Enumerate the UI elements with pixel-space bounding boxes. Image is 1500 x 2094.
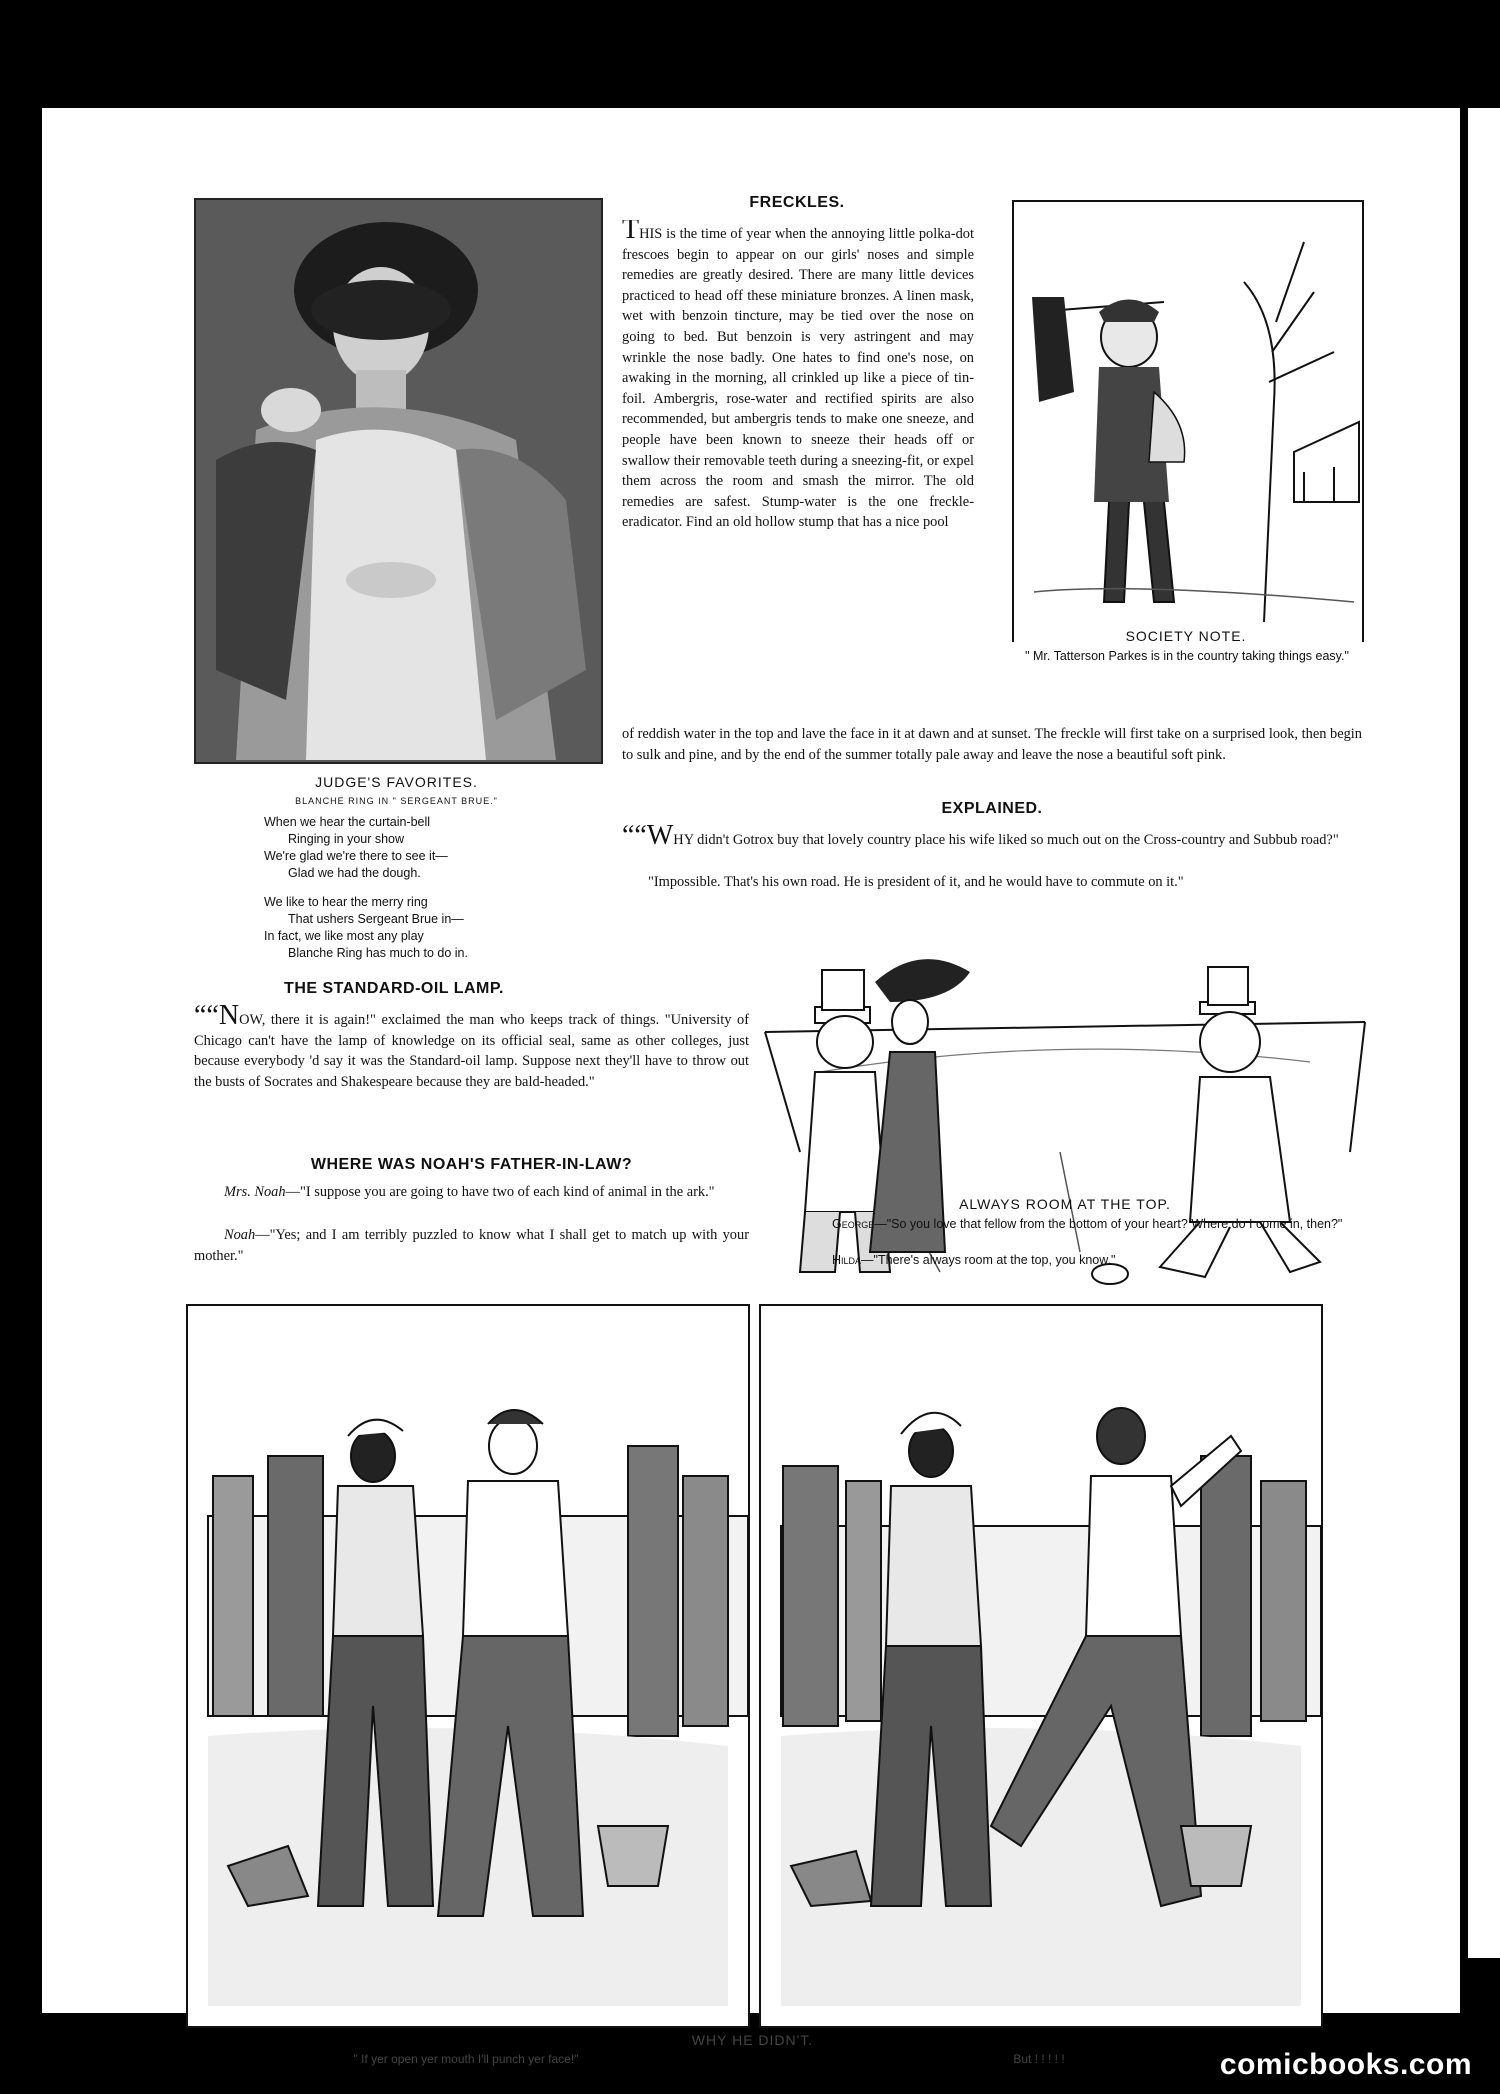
poem-line: We're glad we're there to see it—	[264, 849, 448, 863]
noah-line2	[194, 1225, 749, 1266]
hilda-line: —"There's always room at the top, you know."	[861, 1253, 1116, 1267]
lamp-body: OW, there it is again!" exclaimed the man who keeps track of things. "University of Chicago can't have the lamp of knowledge on its official seal, same as other colleges, just because everybody 'd say it was the Standard-oil lamp. Suppose next they'll have to throw out the busts of Socrates and Shakespeare because they are bald-headed."	[194, 1012, 749, 1090]
freckles-dropcap: T	[622, 220, 640, 245]
speaker-george: George	[832, 1217, 875, 1231]
society-title: SOCIETY NOTE.	[1125, 628, 1247, 644]
speaker-noah: Noah	[224, 1227, 256, 1243]
photo-title: JUDGE'S FAVORITES.	[315, 774, 478, 790]
always-room-cartoon	[760, 912, 1370, 1310]
photo-subtitle: BLANCHE RING IN " SERGEANT BRUE."	[295, 796, 498, 806]
strip-caption-left: " If yer open yer mouth I'll punch yer face!"	[353, 2052, 579, 2066]
punch-scene-illustration	[761, 1306, 1321, 2026]
explained-line2: "Impossible. That's his own road. He is president of it, and he would have to commute on it."	[648, 874, 1184, 890]
society-note-cartoon	[1012, 200, 1364, 642]
poem-line: Blanche Ring has much to do in.	[288, 946, 468, 960]
portrait-photo	[194, 198, 603, 764]
freckles-title: FRECKLES.	[749, 194, 845, 211]
freckles-text-wide: of reddish water in the top and lave the face in it at dawn and at sunset. The freckle will first take on a surprised look, then begin to sulk and pine, and by the end of the summer totally pale away and leave the nose a beautiful soft pink.	[622, 726, 1362, 763]
poem-line: When we hear the curtain-bell	[264, 815, 431, 829]
lamp-text	[194, 1000, 749, 1092]
mrs-noah-line: —"I suppose you are going to have two of each kind of animal in the ark."	[285, 1184, 715, 1200]
poem-line: Ringing in your show	[288, 832, 405, 846]
noah-line1	[194, 1182, 749, 1203]
two-boys-fence-illustration	[188, 1306, 748, 2026]
noah-line: —"Yes; and I am terribly puzzled to know what I shall get to match up with your mother."	[194, 1227, 749, 1264]
strip-caption-right: But ! ! ! ! !	[1013, 2052, 1065, 2066]
portrait-illustration	[196, 200, 601, 762]
strip-title: WHY HE DIDN'T.	[691, 2032, 814, 2048]
explained-line1-text: HY didn't Gotrox buy that lovely country place his wife liked so much out on the Cross-country and Subbub road?"	[673, 832, 1339, 848]
man-hanging-laundry-illustration	[1014, 202, 1362, 642]
always-room-title: ALWAYS ROOM AT THE TOP.	[959, 1196, 1171, 1212]
speaker-mrs-noah: Mrs. Noah	[224, 1184, 286, 1200]
lamp-title: THE STANDARD-OIL LAMP.	[284, 980, 504, 997]
watermark-logo: comicbooks.com	[1219, 2048, 1472, 2081]
always-room-caption-george	[832, 1216, 1352, 1232]
society-caption: " Mr. Tatterson Parkes is in the country taking things easy."	[1025, 649, 1349, 663]
freckles-body: HIS is the time of year when the annoying little polka-dot frescoes begin to appear on our girls' noses and simple remedies are greatly desired. There are many little devices practiced to head off these miniature bronzes. A linen mask, wet with benzoin tincture, may be tied over the nose on going to bed. But benzoin is very astringent and may wrinkle the nose badly. One hates to find one's nose, on awaking in the morning, all crinkled up like a piece of tin-foil. Ambergris, rose-water and rectified spirits are also recommended, but ambergris tends to make one sneeze, and people have been known to sneeze their heads off or swallow their removable teeth during a sneezing-fit, or expel them across the room and smash the mirror. The old remedies are safest. Stump-water is the one freckle-eradicator. Find an old hollow stump that has a nice pool	[622, 226, 974, 531]
explained-line1	[622, 820, 1362, 851]
strip-panel-left	[186, 1304, 750, 2028]
always-room-caption-hilda	[832, 1252, 1352, 1268]
poem-line: In fact, we like most any play	[264, 929, 424, 943]
george-line: —"So you love that fellow from the bottom of your heart? Where do I come in, then?"	[874, 1217, 1343, 1231]
three-figures-illustration	[760, 912, 1370, 1310]
poem-line: Glad we had the dough.	[288, 866, 421, 880]
noah-title: WHERE WAS NOAH'S FATHER-IN-LAW?	[310, 1156, 633, 1173]
lamp-quote-open: ““N	[194, 1000, 240, 1031]
photo-poem	[264, 814, 604, 962]
poem-line: We like to hear the merry ring	[264, 895, 428, 909]
explained-quote-open: ““W	[622, 820, 674, 851]
poem-line: That ushers Sergeant Brue in—	[288, 912, 464, 926]
adjacent-page-edge	[1468, 108, 1500, 1958]
strip-panel-right	[759, 1304, 1323, 2028]
speaker-hilda: Hilda	[832, 1253, 862, 1267]
explained-title: EXPLAINED.	[941, 800, 1043, 817]
